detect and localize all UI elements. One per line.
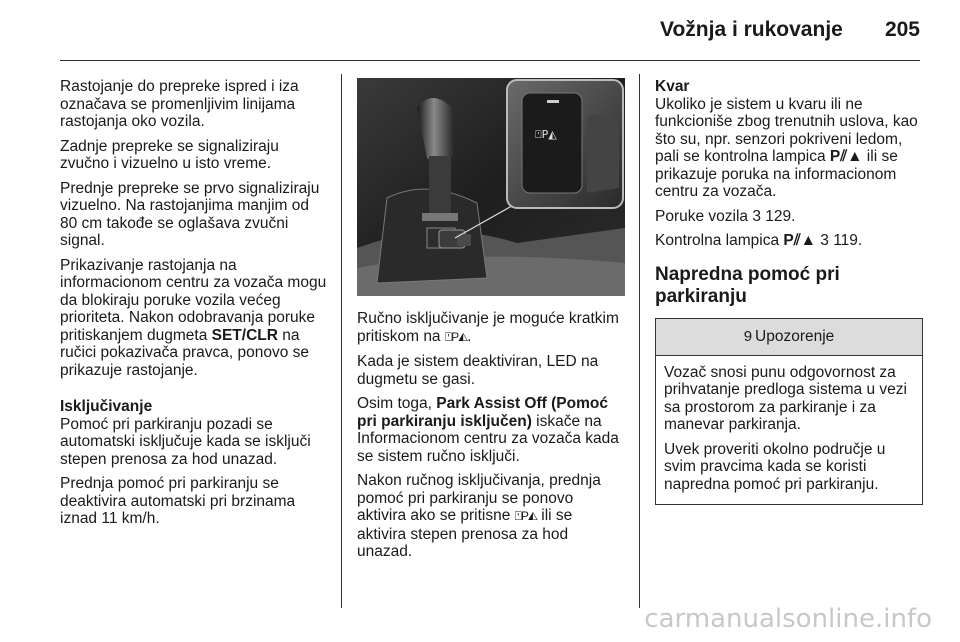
console-illustration xyxy=(357,78,625,296)
text: 129. xyxy=(760,207,796,225)
text: ili se prikazuje poruka na informacionom centru za vozača. xyxy=(655,148,898,200)
svg-text:⍞P◭: ⍞P◭ xyxy=(535,128,557,141)
paragraph: Kada je sistem deaktiviran, LED na dugmetu se gasi. xyxy=(357,353,599,388)
paragraph xyxy=(655,208,923,226)
park-assist-icon: ⍞P◭ xyxy=(444,329,468,344)
header-rule xyxy=(60,60,920,61)
paragraph: Rastojanje do prepreke ispred i iza označava se promenljivim linijama rastojanja oko vozila. xyxy=(60,78,299,130)
paragraph: Pomoć pri parkiranju pozadi se automatski isključuje kada se isključi stepen prenosa za hod unazad. xyxy=(60,415,311,468)
paragraph xyxy=(357,472,625,561)
button-name: SET/CLR xyxy=(211,326,278,344)
warning-header xyxy=(656,319,922,356)
paragraph xyxy=(357,310,625,346)
text: Nakon ručnog isključivanja, prednja pomoć pri parkiranju se ponovo aktivira ako se pritisne xyxy=(357,472,601,524)
page-number: 205 xyxy=(884,18,920,41)
paragraph xyxy=(357,395,625,465)
column-divider-right xyxy=(639,74,640,608)
column-3 xyxy=(655,78,923,505)
text: na ručici pokazivača pravca, ponovo se prikazuje rastojanje. xyxy=(60,326,309,379)
text: iskače na Informacionom centru za vozača kada se sistem ručno isključi. xyxy=(357,412,619,465)
warning-title: Upozorenje xyxy=(755,327,835,345)
text: Poruke vozila xyxy=(655,207,753,225)
text: Prikazivanje rastojanja na informacionom centru za vozača mogu da blokiraju poruke vozila većeg prioriteta. Nakon odobravanja poruke pritiskanjem dugmeta xyxy=(60,256,327,344)
warning-lamp-icon: P⫽▲ xyxy=(829,148,863,165)
subheading-deactivation: Isključivanje xyxy=(60,398,153,415)
text: . xyxy=(467,327,472,345)
paragraph xyxy=(655,96,923,201)
warning-box xyxy=(655,318,923,506)
column-1 xyxy=(60,78,328,535)
paragraph: Prednja pomoć pri parkiranju se deaktivira automatski pri brzinama iznad 11 km/h. xyxy=(60,475,296,527)
subheading-fault: Kvar xyxy=(655,78,690,95)
text: ili se aktivira stepen prenosa za hod unazad. xyxy=(357,507,573,560)
figure-park-assist-button xyxy=(357,78,625,296)
paragraph xyxy=(655,232,923,250)
paragraph: Uvek proveriti okolno područje u svim pravcima kada se koristi napredna pomoć pri parkiranju. xyxy=(664,440,886,493)
page-reference-arrow-icon: 3 xyxy=(752,207,761,225)
text: Ručno isključivanje je moguće kratkim pritiskom na xyxy=(357,310,619,345)
column-2 xyxy=(357,78,625,568)
warning-body xyxy=(656,356,922,505)
warning-triangle-icon: 9 xyxy=(743,327,753,345)
paragraph: Prednje prepreke se prvo signaliziraju vizuelno. Na rastojanjima manjim od 80 cm takođe se oglašava zvučni signal. xyxy=(60,179,320,249)
text: Ukoliko je sistem u kvaru ili ne funkcioniše zbog trenutnih uslova, kao što su, npr. senzori pokriveni ledom, pali se kontrolna lampica xyxy=(655,95,918,165)
text: Osim toga, xyxy=(357,395,437,412)
watermark: carmanualsonline.info xyxy=(644,604,932,634)
paragraph: Zadnje prepreke se signaliziraju zvučno i vizuelno u isto vreme. xyxy=(60,137,279,172)
park-assist-icon: ⍞P◭ xyxy=(514,509,537,523)
paragraph: Vozač snosi punu odgovornost za prihvatanje predloga sistema u vezi sa prostorom za parkiranje i za manevar parkiranja. xyxy=(664,363,907,433)
column-divider-left xyxy=(341,74,342,608)
page-reference-arrow-icon: 3 xyxy=(820,232,829,249)
text: Kontrolna lampica xyxy=(655,232,784,249)
text: 119. xyxy=(828,232,863,249)
message-name: Park Assist Off (Pomoć pri parkiranju isključen) xyxy=(357,395,608,430)
paragraph xyxy=(60,257,328,380)
section-title: Napredna pomoć pri parkiranju xyxy=(655,263,840,307)
warning-lamp-icon: P⫽▲ xyxy=(783,232,816,249)
page-header-title: Vožnja i rukovanje xyxy=(660,18,843,41)
